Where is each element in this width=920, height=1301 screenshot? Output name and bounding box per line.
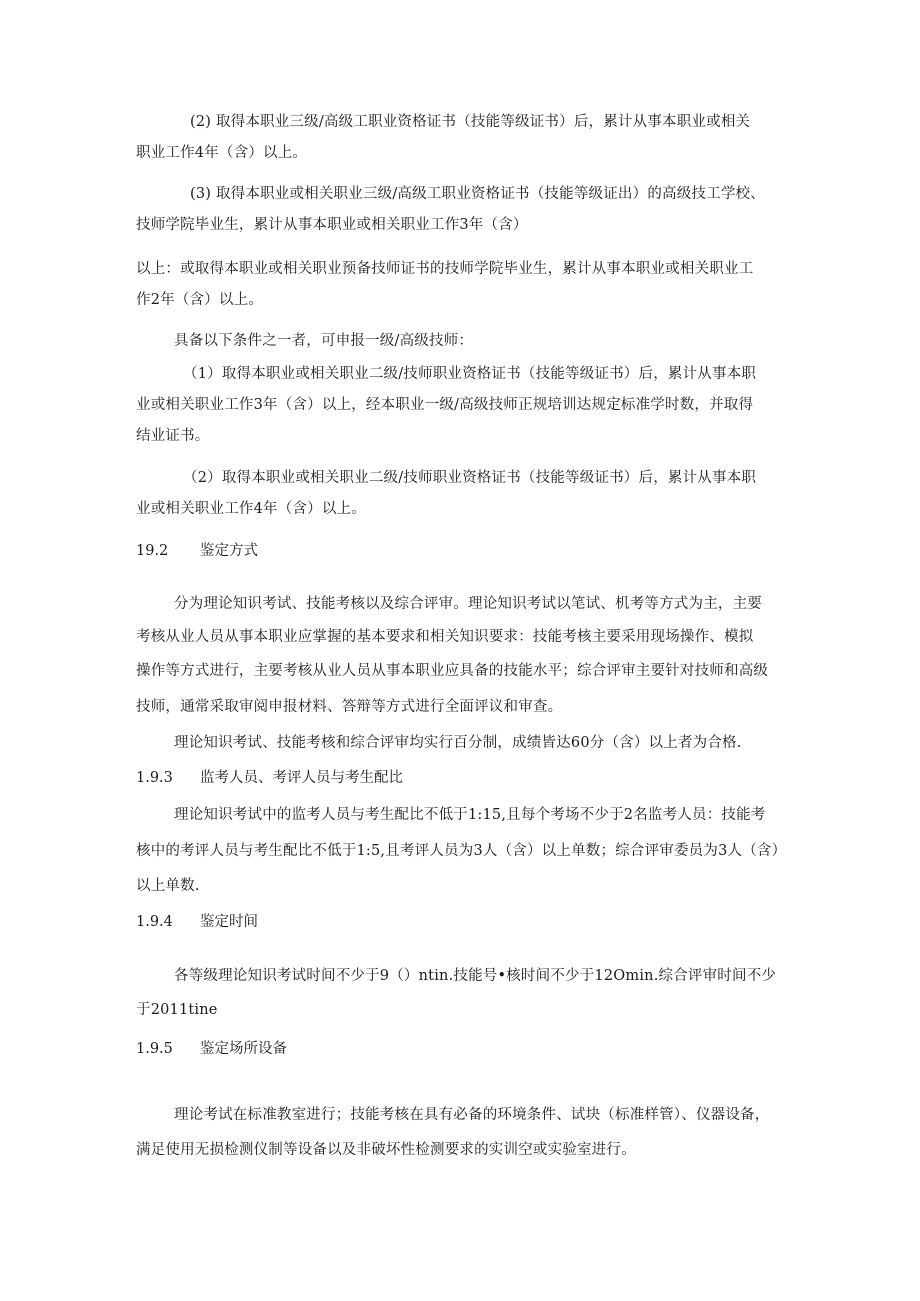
section-number: 1.9.5 [136,1041,173,1057]
paragraph-line: 各等级理论知识考试时间不少于9（）ntin.技能号•核时间不少于12Omin.综合评审时间不少 [174,968,777,984]
paragraph-line: 以上：或取得本职业或相关职业预备技师证书的技师学院毕业生，累计从事本职业或相关职业工 [136,261,754,277]
paragraph-line: 操作等方式进行，主要考核从业人员从事本职业应具备的技能水平；综合评审主要针对技师和高级 [136,663,769,679]
paragraph-line: 考核从业人员从事本职业应掌握的基本要求和相关知识要求：技能考核主要采用现场操作、模拟 [136,629,754,645]
paragraph-line: 技师，通常采取审阅申报材料、答辩等方式进行全面评议和审查。 [136,699,563,715]
paragraph-line: （1）取得本职业或相关职业二级/技师职业资格证书（技能等级证书）后，累计从事本职 [183,366,757,382]
paragraph-line: 作2年（含）以上。 [136,292,264,308]
paragraph-line: 以上单数. [136,878,200,894]
paragraph-line: 满足使用无损检测仪制等设备以及非破坏性检测要求的实训空或实验室进行。 [136,1142,636,1158]
paragraph-line: 理论知识考试、技能考核和综合评审均实行百分制，成绩皆达60分（含）以上者为合格. [174,735,742,751]
paragraph-line: 技师学院毕业生，累计从事本职业或相关职业工作3年（含） [136,217,528,233]
paragraph-line: 理论考试在标准教室进行；技能考核在具有必备的环境条件、试块（标准样管）、仪器设备， [174,1107,770,1123]
section-number: 1.9.3 [136,770,173,786]
section-title: 监考人员、考评人员与考生配比 [200,770,403,786]
paragraph-line: (3) 取得本职业或相关职业三级/高级工职业资格证书（技能等级证出）的高级技工学校、 [190,186,765,202]
paragraph-line: 于2011tine [136,1002,218,1018]
section-number: 1.9.4 [136,914,173,930]
paragraph-line: 业或相关职业工作4年（含）以上。 [136,501,366,517]
section-title: 鉴定方式 [200,543,258,559]
paragraph-line: 分为理论知识考试、技能考核以及综合评审。理论知识考试以笔试、机考等方式为主，主要 [174,596,762,612]
paragraph-line: 结业证书。 [136,428,210,444]
paragraph-line: 核中的考评人员与考生配比不低于1:5,且考评人员为3人（含）以上单数；综合评审委员为3人（含） [136,843,787,859]
paragraph-line: 理论知识考试中的监考人员与考生配比不低于1:15,且每个考场不少于2名监考人员：技能考 [174,807,766,823]
paragraph-line: 职业工作4年（含）以上。 [136,145,308,161]
paragraph-line: 业或相关职业工作3年（含）以上，经本职业一级/高级技师正规培训达规定标准学时数，并取得 [136,397,754,413]
section-title: 鉴定场所设备 [200,1041,287,1057]
paragraph-line: (2) 取得本职业三级/高级工职业资格证书（技能等级证书）后，累计从事本职业或相关 [190,114,751,130]
section-title: 鉴定时间 [200,914,258,930]
paragraph-line: 具备以下条件之一者，可申报一级/高级技师： [174,333,474,349]
paragraph-line: （2）取得本职业或相关职业二级/技师职业资格证书（技能等级证书）后，累计从事本职 [183,470,757,486]
section-number: 19.2 [136,543,169,559]
